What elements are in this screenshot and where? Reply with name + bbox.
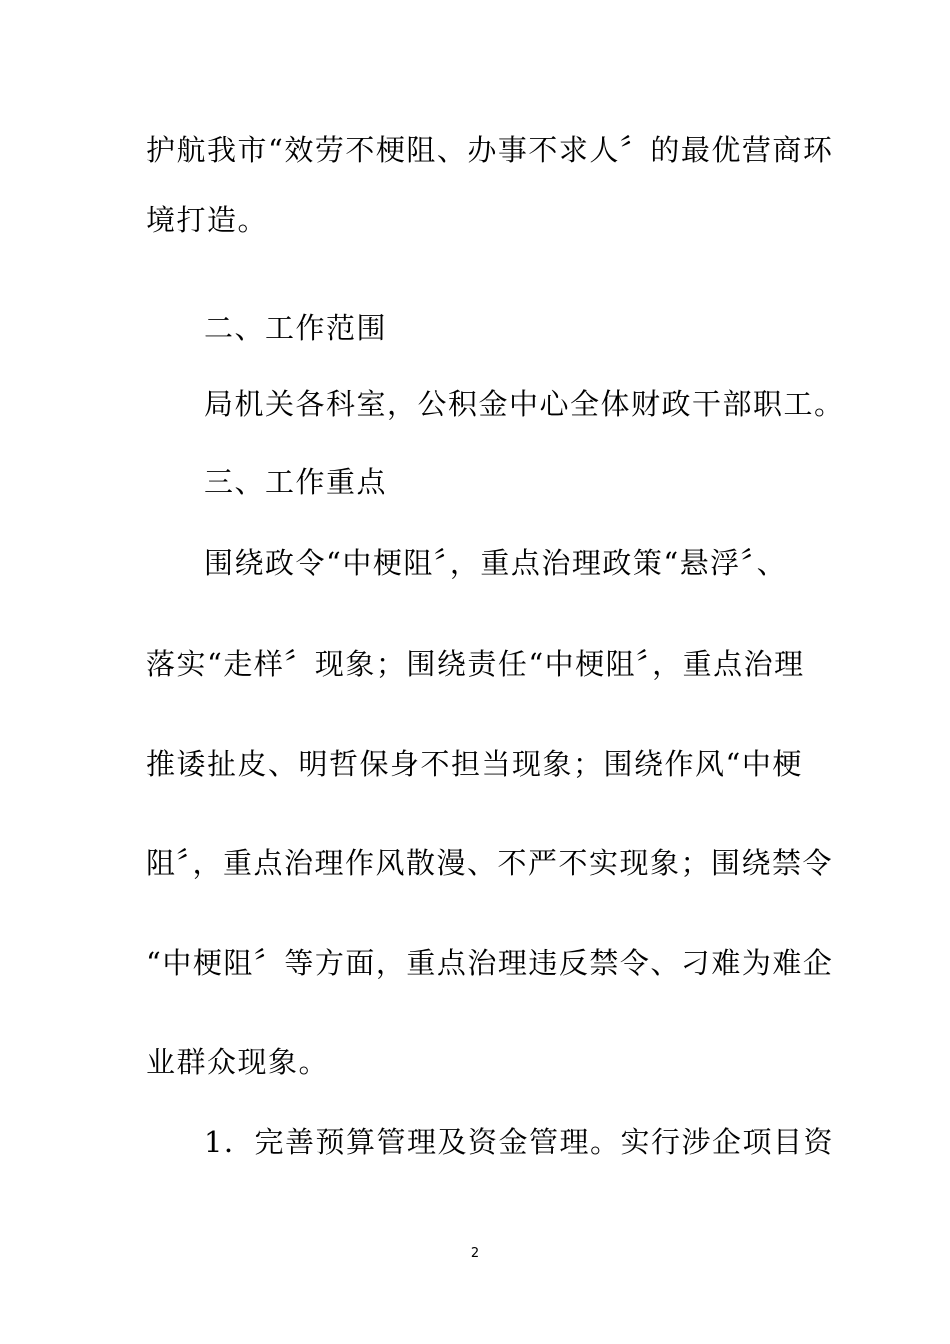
list-item: 1．完善预算管理及资金管理。实行涉企项目资: [204, 1125, 834, 1159]
paragraph-line: 境打造。: [146, 203, 269, 237]
paragraph-line: 局机关各科室，公积金中心全体财政干部职工。: [204, 387, 845, 421]
page-number: 2: [470, 1246, 480, 1261]
paragraph-line: 围绕政令“中梗阻〞，重点治理政策“悬浮〞、: [204, 546, 788, 580]
paragraph-line: 业群众现象。: [146, 1045, 330, 1079]
paragraph-line: 护航我市“效劳不梗阻、办事不求人〞的最优营商环: [146, 133, 834, 167]
paragraph-line: 阻〞，重点治理作风散漫、不严不实现象；围绕禁令: [146, 846, 834, 880]
section-heading: 三、工作重点: [204, 465, 388, 499]
paragraph-line: 落实“走样〞现象；围绕责任“中梗阻〞，重点治理: [146, 647, 805, 681]
paragraph-line: “中梗阻〞等方面，重点治理违反禁令、刁难为难企: [146, 946, 834, 980]
section-heading: 二、工作范围: [204, 311, 388, 345]
paragraph-line: 推诿扯皮、明哲保身不担当现象；围绕作风“中梗: [146, 747, 803, 781]
